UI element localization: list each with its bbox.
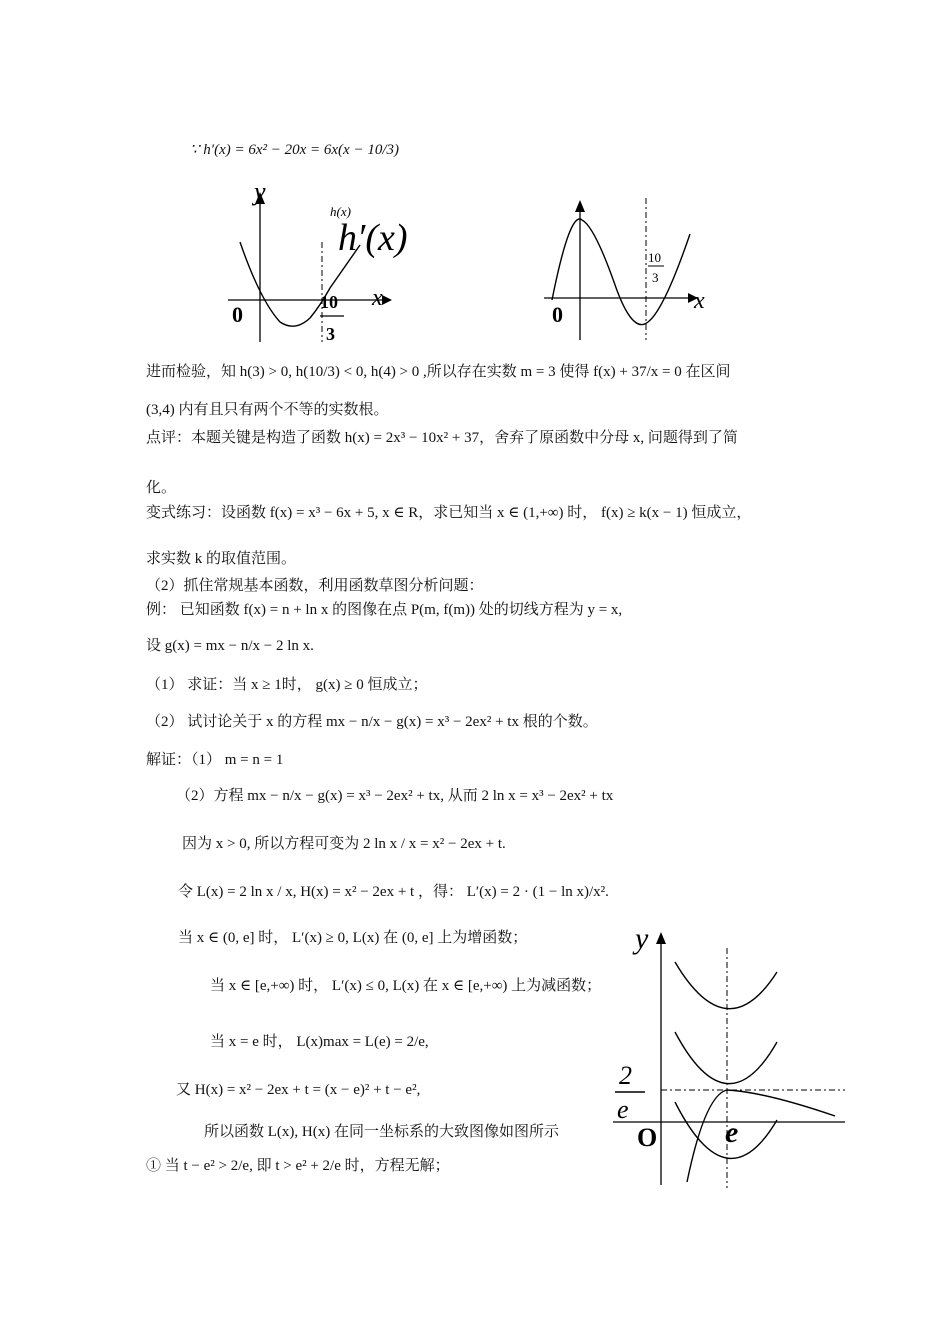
- line-increasing: 当 x ∈ (0, e] 时， L′(x) ≥ 0, L(x) 在 (0, e] 上为增函数；: [178, 930, 528, 946]
- figure-h: [540, 190, 730, 350]
- line-solution-1: 解证：（1） m = n = 1: [146, 752, 284, 768]
- fig3-parabola-middle: [675, 1032, 777, 1084]
- line-example: 例： 已知函数 f(x) = n + ln x 的图像在点 P(m, f(m)) 处的切线方程为 y = x,: [146, 602, 623, 618]
- fig3-num: 2: [619, 1061, 632, 1090]
- line-comment: 点评：本题关键是构造了函数 h(x) = 2x³ − 10x² + 37，舍弃了原函数中分母 x, 问题得到了简: [146, 430, 738, 446]
- fig2-y-arrow: [575, 200, 585, 212]
- line-interval: (3,4) 内有且只有两个不等的实数根。: [146, 402, 389, 418]
- fig3-den: e: [617, 1095, 629, 1124]
- line-solution-2: （2）方程 mx − n/x − g(x) = x³ − 2ex² + tx, 从而 2 ln x = x³ − 2ex² + tx: [176, 788, 614, 804]
- figure-h-prime: [220, 177, 420, 350]
- line-let: 令 L(x) = 2 ln x / x, H(x) = x² − 2ex + t ，得： L′(x) = 2 · (1 − ln x)/x².: [178, 884, 609, 900]
- fig1-y-label: y: [254, 177, 266, 206]
- line-q1: （1） 求证：当 x ≥ 1时， g(x) ≥ 0 恒成立；: [146, 677, 428, 693]
- fig2-curve: [552, 219, 690, 325]
- fig3-parabola-top: [675, 962, 777, 1009]
- fig1-x-label: x: [372, 285, 383, 311]
- line-maximum: 当 x = e 时， L(x)max = L(e) = 2/e,: [210, 1034, 429, 1050]
- figure-L-H: [605, 920, 855, 1190]
- fig3-e-label: e: [725, 1116, 739, 1149]
- fig3-log-curve: [687, 1090, 835, 1182]
- line-decreasing: 当 x ∈ [e,+∞) 时， L′(x) ≤ 0, L(x) 在 x ∈ [e,+∞) 上为减函数；: [210, 978, 602, 994]
- line-check: 进而检验，知 h(3) > 0, h(10/3) < 0, h(4) > 0 ,所以存在实数 m = 3 使得 f(x) + 37/x = 0 在区间: [146, 364, 731, 380]
- line-heading-2: （2）抓住常规基本函数，利用函数草图分析问题：: [146, 578, 484, 594]
- fig3-y-label: y: [635, 922, 649, 955]
- line-derivative: ∵ h′(x) = 6x² − 20x = 6x(x − 10/3): [190, 142, 399, 158]
- fig2-x-label: x: [694, 288, 705, 314]
- fig3-y-arrow: [656, 932, 666, 944]
- fig2-num: 10: [648, 250, 661, 265]
- fig1-label-small: h(x): [330, 204, 351, 219]
- fig1-origin: 0: [232, 302, 243, 327]
- fig1-num: 10: [320, 292, 338, 312]
- fig1-x-arrow: [382, 295, 392, 305]
- fig3-origin: O: [637, 1123, 658, 1152]
- line-q2: （2） 试讨论关于 x 的方程 mx − n/x − g(x) = x³ − 2ex² + tx 根的个数。: [146, 714, 598, 730]
- line-define-g: 设 g(x) = mx − n/x − 2 ln x.: [146, 638, 314, 654]
- line-graph-note: 所以函数 L(x), H(x) 在同一坐标系的大致图像如图所示: [204, 1124, 559, 1140]
- line-h-form: 又 H(x) = x² − 2ex + t = (x − e)² + t − e²,: [176, 1082, 421, 1098]
- fig1-label-big: h′(x): [338, 217, 408, 259]
- line-case-1: ① 当 t − e² > 2/e, 即 t > e² + 2/e 时，方程无解；: [146, 1158, 450, 1174]
- line-variant: 变式练习：设函数 f(x) = x³ − 6x + 5, x ∈ R，求已知当 x ∈ (1,+∞) 时， f(x) ≥ k(x − 1) 恒成立，: [146, 505, 752, 521]
- fig2-origin: 0: [552, 302, 563, 327]
- fig1-den: 3: [326, 324, 335, 344]
- line-because: 因为 x > 0, 所以方程可变为 2 ln x / x = x² − 2ex + t.: [182, 836, 506, 852]
- line-find-k: 求实数 k 的取值范围。: [146, 551, 297, 567]
- line-simplify: 化。: [146, 480, 177, 496]
- fig2-den: 3: [652, 270, 659, 285]
